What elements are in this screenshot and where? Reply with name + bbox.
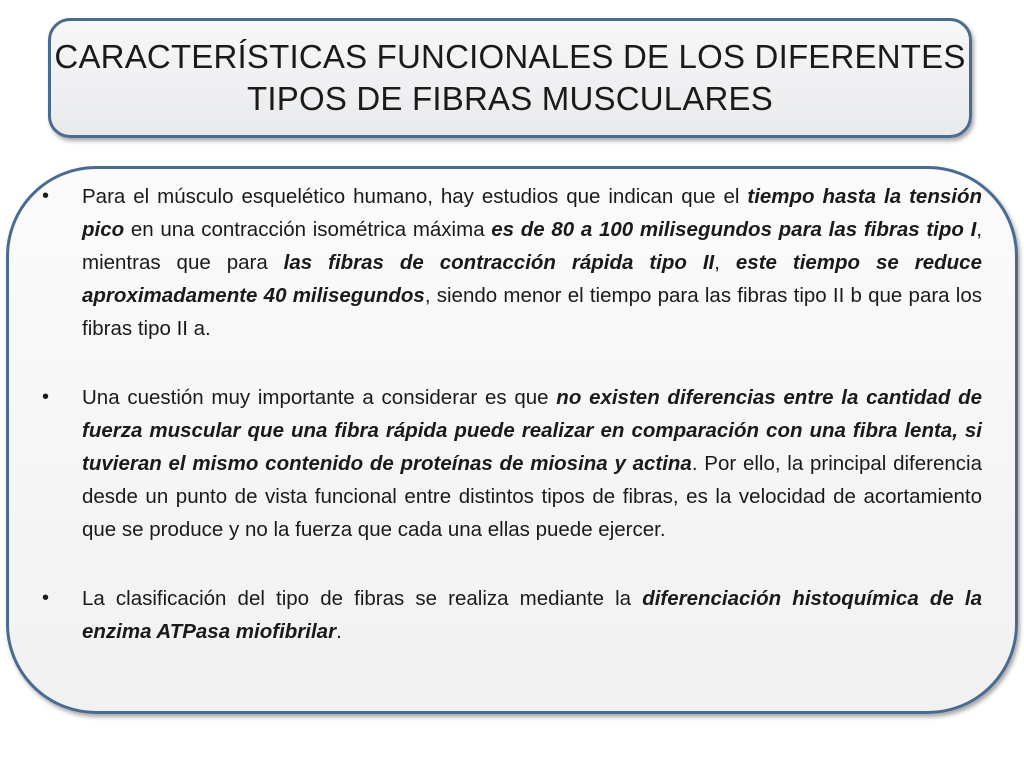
body-text: , mientras que para — [82, 218, 982, 274]
bullet-marker: • — [42, 185, 50, 207]
slide-title — [54, 36, 965, 120]
bullet-marker: • — [42, 386, 50, 408]
body-text: , siendo menor el tiempo para las fibras tipo II b que para los fibras tipo II a. — [82, 284, 982, 340]
body-text: . Por ello, la principal diferencia desde un punto de vista funcional entre distintos tipos de fibras, es la velocidad de acortamiento que se produce y no la fuerza que cada una ellas puede ejercer. — [82, 452, 982, 541]
body-text: La clasificación del tipo de fibras se realiza mediante la — [82, 587, 643, 610]
bullet-marker: • — [42, 587, 50, 609]
body-text: Para el músculo esquelético humano, hay estudios que indican que el — [82, 185, 748, 208]
emphasis-text: tiempo hasta la tensión pico — [82, 185, 982, 241]
title-line-2: TIPOS DE FIBRAS MUSCULARES — [247, 80, 773, 117]
body-text: . — [336, 620, 342, 643]
emphasis-text: las fibras de contracción rápida tipo II — [283, 251, 715, 274]
title-box — [48, 18, 972, 138]
body-text: en una contracción isométrica máxima — [124, 218, 492, 241]
title-line-1: CARACTERÍSTICAS FUNCIONALES DE LOS DIFERENTES — [54, 38, 966, 75]
bullet-item — [42, 180, 982, 345]
emphasis-text: es de 80 a 100 milisegundos para las fibras tipo I — [491, 218, 977, 241]
bullet-item — [42, 381, 982, 546]
emphasis-text: diferenciación histoquímica de la enzima ATPasa miofibrilar — [82, 587, 982, 643]
bullet-list — [42, 180, 982, 648]
body-text: Una cuestión muy importante a considerar es que — [82, 386, 557, 409]
bullet-item — [42, 582, 982, 648]
emphasis-text: no existen diferencias entre la cantidad de fuerza muscular que una fibra rápida puede realizar en comparación con una fibra lenta, si tuvieran el mismo contenido de proteínas de miosina y actina — [82, 386, 983, 475]
body-text: , — [714, 251, 736, 274]
emphasis-text: este tiempo se reduce aproximadamente 40 milisegundos — [82, 251, 982, 307]
